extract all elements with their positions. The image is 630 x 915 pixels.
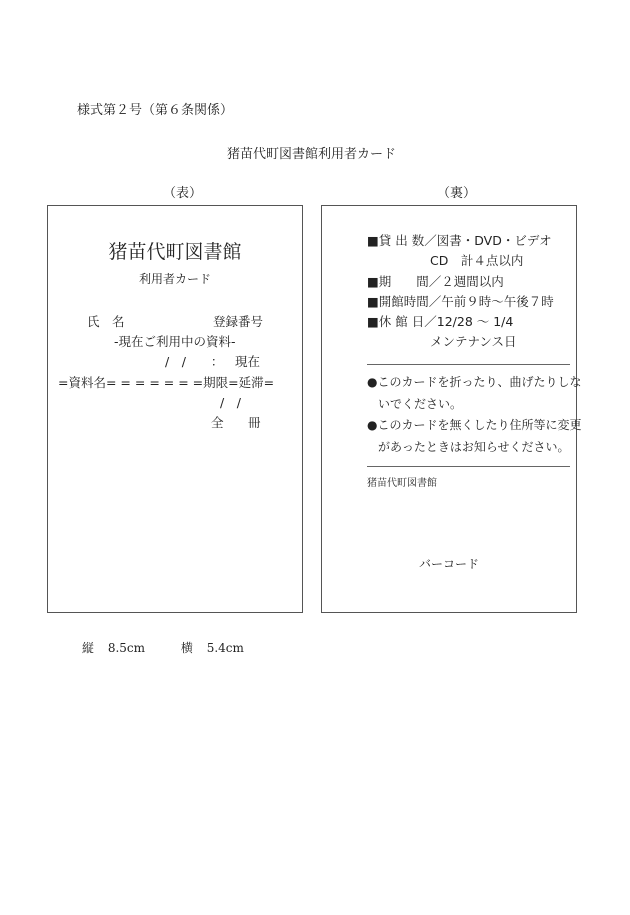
width-value: 5.4cm: [206, 641, 244, 655]
materials-columns-header: =資料名= = = = = = =期限=延滞=: [58, 375, 275, 390]
note-line-2: いでください。: [378, 397, 463, 411]
name-label: 氏 名: [87, 314, 125, 329]
loan-limit-detail: CD 計４点以内: [430, 253, 524, 268]
divider-top: [367, 364, 570, 365]
volume-unit-label: 冊: [248, 415, 261, 430]
height-value: 8.5cm: [107, 641, 146, 655]
divider-bottom: [367, 466, 570, 467]
card-back: [321, 205, 582, 613]
front-side-label: （表）: [163, 186, 203, 201]
loan-period-line: ■期 間／２週間以内: [367, 274, 504, 289]
width-label: 横: [180, 641, 193, 655]
form-number: 様式第２号（第６条関係）: [77, 103, 234, 118]
note-line-4: があったときはお知らせください。: [378, 440, 570, 454]
current-label: 現在: [235, 354, 261, 369]
closed-days-line: ■休 館 日／12/28 ～ 1/4: [367, 314, 514, 329]
barcode-area: バーコード: [418, 557, 479, 571]
height-label: 縦: [82, 641, 95, 655]
back-side-label: （裏）: [437, 186, 477, 201]
card-front: [47, 205, 303, 613]
loan-limit-line: ■貸 出 数／図書・DVD・ビデオ: [367, 233, 552, 248]
date-time-line: / / ：: [165, 354, 224, 369]
total-label: 全: [211, 415, 224, 430]
document-title: 猪苗代町図書館利用者カード: [227, 147, 397, 162]
library-name-heading: 猪苗代町図書館: [108, 241, 242, 263]
opening-hours-line: ■開館時間／午前９時～午後７時: [367, 294, 554, 309]
back-library-name: 猪苗代町図書館: [367, 478, 437, 489]
card-type-label: 利用者カード: [138, 272, 211, 286]
closed-days-detail: メンテナンス日: [430, 334, 517, 349]
current-materials-heading: -現在ご利用中の資料-: [114, 334, 236, 349]
note-line-3: ●このカードを無くしたり住所等に変更: [367, 418, 582, 432]
due-date-slashes: / /: [220, 395, 241, 410]
note-line-1: ●このカードを折ったり、曲げたりしな: [367, 375, 582, 389]
registration-number-label: 登録番号: [213, 314, 264, 329]
card-dimensions: [82, 639, 244, 656]
